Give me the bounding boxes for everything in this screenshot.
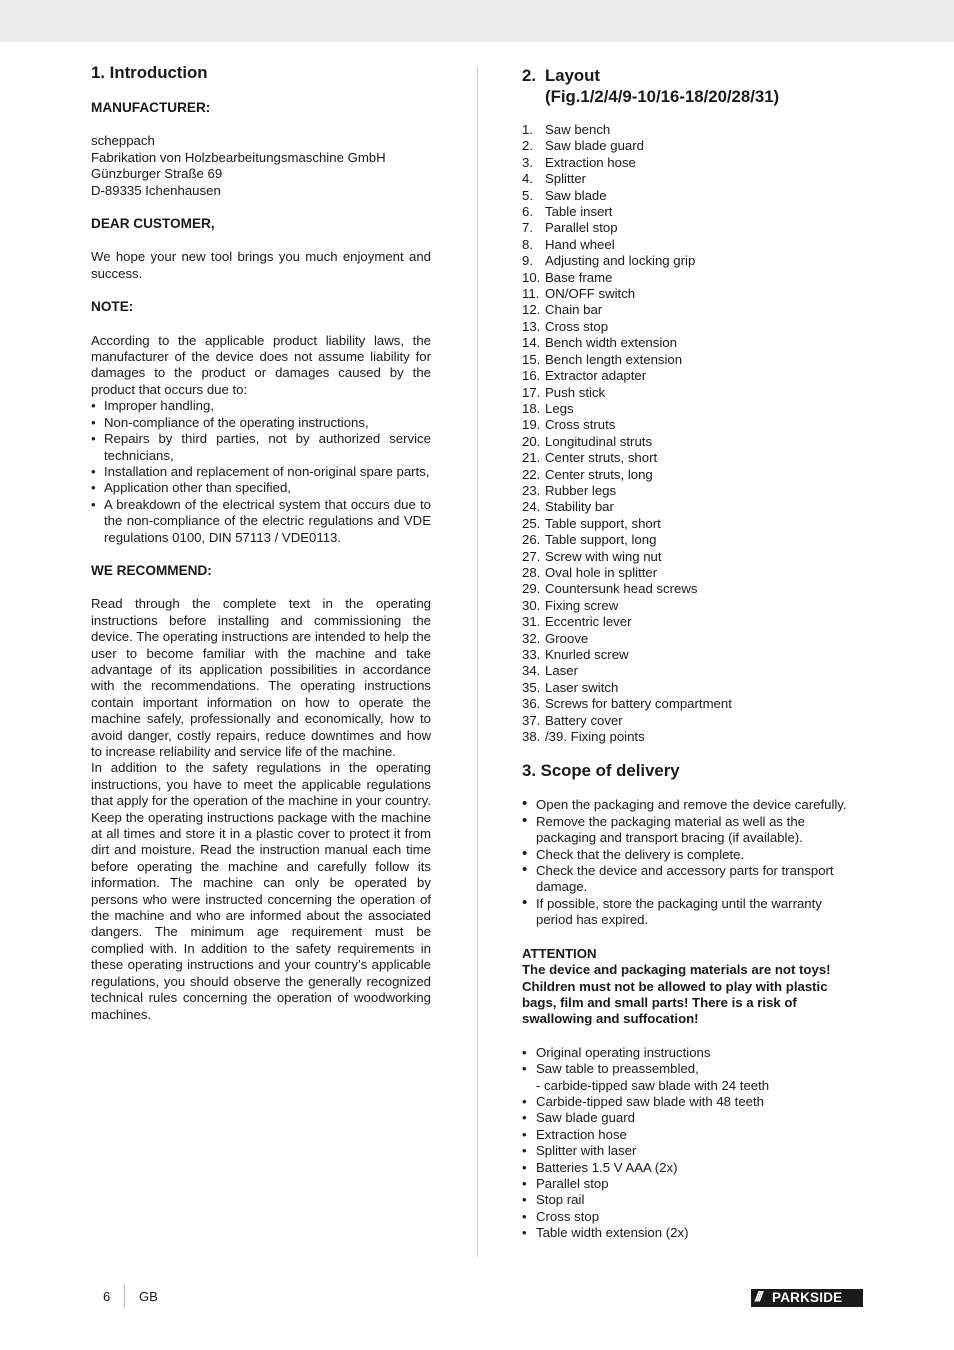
layout-item — [522, 680, 862, 696]
layout-item — [522, 237, 862, 253]
layout-item-label: Parallel stop — [545, 220, 618, 236]
layout-item-number: 13. — [522, 318, 541, 334]
layout-item-number: 36. — [522, 696, 541, 712]
layout-item-label: Hand wheel — [545, 236, 615, 252]
list-item: • Carbide-tipped saw blade with 48 teeth — [522, 1093, 764, 1109]
list-item: • Saw blade guard — [522, 1110, 635, 1126]
layout-item — [522, 319, 862, 335]
layout-item — [522, 499, 862, 515]
layout-item-label: Center struts, short — [545, 450, 658, 466]
layout-item — [522, 450, 862, 466]
list-item: • Saw table to preassembled, — [522, 1061, 699, 1077]
list-item: • Open the packaging and remove the device carefully. — [522, 795, 847, 813]
manufacturer-heading: MANUFACTURER: — [91, 100, 211, 115]
layout-item-label: Extraction hose — [545, 154, 636, 170]
layout-item — [522, 253, 862, 269]
layout-item-number: 26. — [522, 532, 541, 548]
layout-item-label: Fixing screw — [545, 597, 619, 613]
list-item: • Extraction hose — [522, 1126, 627, 1142]
address-line: Günzburger Straße 69 — [91, 166, 223, 182]
layout-item-label: Extractor adapter — [545, 368, 647, 384]
layout-item-number: 10. — [522, 269, 541, 285]
layout-item — [522, 270, 862, 286]
layout-item-label: Saw blade — [545, 187, 607, 203]
layout-item-number: 9. — [522, 253, 533, 269]
layout-item-number: 12. — [522, 302, 541, 318]
layout-item — [522, 122, 862, 138]
layout-item-label: Groove — [545, 630, 589, 646]
list-item: • Check that the delivery is complete. — [522, 844, 745, 862]
layout-item-label: Splitter — [545, 171, 587, 187]
layout-item-number: 11. — [522, 286, 540, 302]
layout-item-label: Screw with wing nut — [545, 548, 662, 564]
layout-item-number: 16. — [522, 368, 541, 384]
list-item: • Installation and replacement of non-original spare parts, — [91, 463, 430, 479]
layout-item — [522, 385, 862, 401]
layout-item-label: Oval hole in splitter — [545, 564, 658, 580]
layout-item-number: 28. — [522, 564, 541, 580]
layout-item-label: Eccentric lever — [545, 614, 632, 630]
layout-item-number: 27. — [522, 548, 541, 564]
layout-item-number: 21. — [522, 450, 541, 466]
layout-item — [522, 302, 862, 318]
layout-item — [522, 729, 862, 745]
manufacturer-address — [91, 133, 431, 199]
layout-item-number: 34. — [522, 663, 541, 679]
list-item: • Table width extension (2x) — [522, 1225, 689, 1241]
layout-item-number: 1. — [522, 122, 533, 137]
layout-item-label: Adjusting and locking grip — [545, 253, 696, 269]
layout-heading-title: Layout — [545, 66, 601, 85]
layout-item-label: Chain bar — [545, 302, 603, 318]
list-item: • Repairs by third parties, not by authorized service technicians, — [91, 431, 431, 463]
layout-item-label: Table insert — [545, 204, 613, 220]
layout-item-number: 8. — [522, 236, 533, 252]
layout-item — [522, 663, 862, 679]
layout-item — [522, 549, 862, 565]
list-item: • Application other than specified, — [91, 480, 291, 496]
layout-item-label: Legs — [545, 400, 574, 416]
address-line: D-89335 Ichenhausen — [91, 182, 221, 198]
layout-item-label: Cross stop — [545, 318, 609, 334]
dear-customer-text: We hope your new tool brings you much enjoyment and success. — [91, 249, 431, 281]
layout-item — [522, 598, 862, 614]
layout-item — [522, 581, 862, 597]
recommend-heading: WE RECOMMEND: — [91, 562, 212, 578]
layout-item-label: Longitudinal struts — [545, 433, 653, 449]
layout-item — [522, 171, 862, 187]
layout-item-label: Battery cover — [545, 712, 623, 728]
layout-item — [522, 368, 862, 384]
list-item: • Non-compliance of the operating instructions, — [91, 414, 369, 430]
layout-item — [522, 352, 862, 368]
layout-item-label: Rubber legs — [545, 482, 617, 498]
layout-item-label: Saw bench — [545, 122, 611, 137]
note-text: According to the applicable product liability laws, the manufacturer of the device does not assume liability for damages to the product or damages caused by the product that occurs due to: — [91, 332, 431, 397]
layout-item — [522, 483, 862, 499]
layout-item-label: Bench width extension — [545, 335, 677, 351]
layout-item — [522, 155, 862, 171]
layout-item-number: 15. — [522, 351, 541, 367]
layout-item-number: 33. — [522, 647, 541, 662]
list-item: • Parallel stop — [522, 1175, 609, 1191]
layout-item-label: Screws for battery compartment — [545, 696, 732, 712]
layout-item — [522, 434, 862, 450]
layout-item-number: 37. — [522, 712, 541, 728]
column-divider — [477, 67, 478, 1257]
layout-parts-list — [522, 122, 862, 745]
layout-heading — [522, 65, 862, 109]
layout-item-label: ON/OFF switch — [545, 286, 636, 302]
layout-item-number: 24. — [522, 499, 541, 515]
list-item: • Original operating instructions — [522, 1044, 711, 1060]
layout-item — [522, 565, 862, 581]
list-item: • Splitter with laser — [522, 1143, 637, 1159]
layout-heading-figures: (Fig.1/2/4/9-10/16-18/20/28/31) — [545, 87, 780, 106]
layout-item-number: 3. — [522, 154, 533, 170]
layout-item-number: 22. — [522, 466, 541, 482]
layout-item-label: /39. Fixing points — [545, 729, 645, 745]
layout-item-number: 20. — [522, 433, 541, 449]
layout-item-label: Stability bar — [545, 499, 614, 515]
list-item-sub: - carbide-tipped saw blade with 24 teeth — [536, 1077, 770, 1093]
attention-text: The device and packaging materials are not toys! Children must not be allowed to play with plastic bags, film and small parts! There is a risk of swallowing and suffocation! — [522, 962, 831, 1027]
attention-heading: ATTENTION — [522, 945, 597, 961]
layout-item-label: Table support, long — [545, 532, 657, 548]
layout-item-number: 35. — [522, 679, 541, 695]
layout-item-number: 30. — [522, 597, 541, 613]
layout-item-label: Laser switch — [545, 679, 619, 695]
top-bar — [0, 0, 954, 42]
scope-heading: 3. Scope of delivery — [522, 761, 680, 781]
layout-item-number: 14. — [522, 335, 541, 351]
layout-item-number: 17. — [522, 384, 541, 400]
list-item: • Check the device and accessory parts for transport damage. — [522, 861, 834, 895]
logo-slashes: /// — [755, 1288, 761, 1304]
layout-item — [522, 220, 862, 236]
layout-item-label: Saw blade guard — [545, 138, 644, 154]
layout-item — [522, 335, 862, 351]
layout-item — [522, 417, 862, 433]
layout-item-number: 32. — [522, 630, 541, 646]
layout-item-label: Laser — [545, 663, 578, 679]
layout-item-label: Base frame — [545, 269, 613, 285]
layout-heading-number: 2. — [522, 66, 536, 85]
layout-item — [522, 631, 862, 647]
language-code: GB — [139, 1289, 158, 1304]
right-column — [522, 62, 862, 1242]
layout-item-label: Push stick — [545, 384, 606, 400]
layout-item-number: 7. — [522, 220, 533, 236]
layout-item — [522, 188, 862, 204]
layout-item-label: Table support, short — [545, 515, 661, 531]
layout-item — [522, 516, 862, 532]
note-heading: NOTE: — [91, 299, 134, 315]
recommend-paragraph: In addition to the safety regulations in the operating instructions, you have to meet the applicable regulations that apply for the operation of the machine in your country. Keep the operating instructions package with the machine at all times and store it in a plastic cover to protect it from dirt and moisture. Read the instruction manual each time before operating the machine and carefully follow its information. The machine can only be operated by persons who were instructed concerning the operation of the machine and who are informed about the associated dangers. The minimum age requirement must be complied with. In addition to the safety requirements in these operating instructions and your country’s applicable regulations, you should observe the generally recognized technical rules concerning the operation of woodworking machines. — [91, 760, 431, 1022]
address-line: Fabrikation von Holzbearbeitungsmaschine GmbH — [91, 149, 386, 165]
layout-item — [522, 532, 862, 548]
list-item: • Batteries 1.5 V AAA (2x) — [522, 1159, 678, 1175]
dear-customer-heading: DEAR CUSTOMER, — [91, 216, 215, 232]
left-column — [91, 62, 431, 1023]
layout-item-label: Cross struts — [545, 417, 616, 433]
layout-item-number: 31. — [522, 614, 541, 630]
logo-wordmark: PARKSIDE — [772, 1290, 843, 1305]
layout-item-label: Bench length extension — [545, 351, 683, 367]
layout-item — [522, 713, 862, 729]
layout-item-number: 6. — [522, 204, 533, 220]
list-item: • Cross stop — [522, 1208, 600, 1224]
layout-item — [522, 286, 862, 302]
layout-item — [522, 696, 862, 712]
layout-item — [522, 138, 862, 154]
intro-heading: 1. Introduction — [91, 63, 208, 82]
layout-item-label: Knurled screw — [545, 647, 629, 662]
layout-item-number: 23. — [522, 482, 541, 498]
layout-item — [522, 467, 862, 483]
recommend-paragraph: Read through the complete text in the operating instructions before installing and commissioning the device. The operating instructions are intended to help the user to become familiar with the machine and take advantage of its application possibilities in accordance with the recommendations. The operating instructions contain important information on how to operate the machine safely, professionally and economically, how to avoid danger, costly repairs, reduce downtimes and how to increase reliability and service life of the machine. — [91, 596, 431, 759]
layout-item — [522, 204, 862, 220]
layout-item-number: 18. — [522, 400, 541, 416]
page-number: 6 — [103, 1289, 111, 1304]
layout-item-number: 25. — [522, 515, 541, 531]
list-item: • Stop rail — [522, 1192, 585, 1208]
layout-item-number: 5. — [522, 187, 533, 203]
layout-item — [522, 647, 862, 663]
list-item: • If possible, store the packaging until the warranty period has expired. — [522, 893, 822, 928]
parkside-logo — [751, 1289, 863, 1307]
layout-item-label: Center struts, long — [545, 466, 653, 482]
list-item: • Remove the packaging material as well as the packaging and transport bracing (if available). — [522, 811, 806, 846]
layout-item-number: 38. — [522, 729, 541, 745]
delivery-contents-list — [522, 1045, 862, 1242]
layout-item-number: 4. — [522, 171, 533, 187]
layout-item-number: 2. — [522, 138, 533, 154]
list-item: • Improper handling, — [91, 398, 214, 414]
address-line: scheppach — [91, 133, 155, 149]
list-item: • A breakdown of the electrical system that occurs due to the non-compliance of the electric regulations and VDE regulations 0100, DIN 57113 / VDE0113. — [91, 496, 431, 545]
note-bullet-list — [91, 398, 431, 546]
layout-item-label: Countersunk head screws — [545, 581, 698, 597]
footer-divider — [124, 1284, 125, 1308]
layout-item — [522, 614, 862, 630]
layout-item-number: 19. — [522, 417, 541, 433]
layout-item-number: 29. — [522, 581, 541, 597]
scope-steps-list — [522, 797, 862, 928]
layout-item — [522, 401, 862, 417]
